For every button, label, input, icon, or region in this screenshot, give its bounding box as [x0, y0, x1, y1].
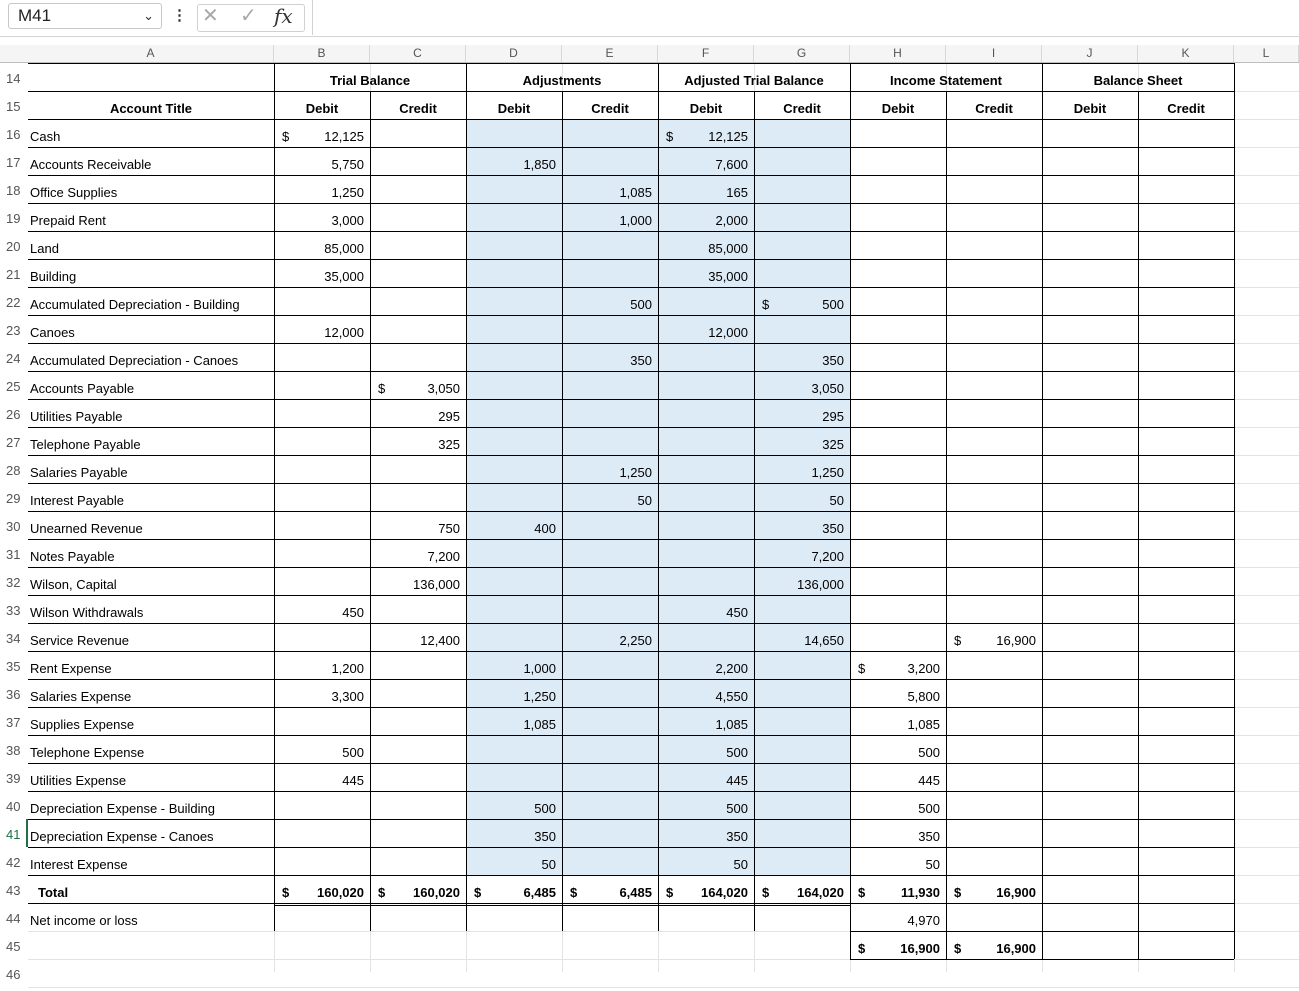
border	[850, 959, 1234, 960]
amount-cell[interactable]: 350	[822, 353, 844, 368]
amount-cell[interactable]: 50	[733, 857, 748, 872]
currency-symbol: $	[666, 885, 674, 900]
amount-cell[interactable]: 350	[726, 829, 748, 844]
row-header-46[interactable]: 46	[6, 967, 21, 982]
amount-cell[interactable]: 500	[534, 801, 556, 816]
group-header-adjustments: Adjustments	[522, 73, 602, 88]
currency-symbol: $	[282, 129, 290, 144]
account-title-cell[interactable]: Utilities Expense	[30, 773, 127, 788]
currency-symbol: $	[570, 885, 578, 900]
amount-cell[interactable]: 5,750	[331, 157, 364, 172]
header-credit: Credit	[591, 101, 629, 116]
currency-symbol: $	[954, 885, 962, 900]
header-credit: Credit	[975, 101, 1013, 116]
account-title-cell[interactable]: Supplies Expense	[30, 717, 135, 732]
row-header-37[interactable]: 37	[6, 715, 21, 730]
amount-cell[interactable]: 50	[829, 493, 844, 508]
border	[1138, 91, 1139, 931]
account-title-cell[interactable]: Accounts Receivable	[30, 157, 152, 172]
amount-cell[interactable]: 2,200	[715, 661, 748, 676]
header-debit: Debit	[689, 101, 723, 116]
column-header-d[interactable]: D	[466, 45, 562, 62]
amount-cell[interactable]: 1,200	[331, 661, 364, 676]
amount-cell[interactable]: 1,850	[523, 157, 556, 172]
border	[946, 91, 947, 931]
amount-cell[interactable]: 7,200	[427, 549, 460, 564]
amount-cell[interactable]: 1,250	[331, 185, 364, 200]
row-header-27[interactable]: 27	[6, 435, 21, 450]
row-header-19[interactable]: 19	[6, 211, 21, 226]
header-debit: Debit	[497, 101, 531, 116]
amount-cell[interactable]: 750	[438, 521, 460, 536]
currency-symbol: $	[282, 885, 290, 900]
amount-cell[interactable]: 136,000	[413, 577, 460, 592]
amount-cell[interactable]: 445	[342, 773, 364, 788]
account-title-cell[interactable]: Building	[30, 269, 77, 284]
amount-cell[interactable]: 1,085	[715, 717, 748, 732]
amount-cell[interactable]: 12,000	[708, 325, 748, 340]
amount-cell[interactable]: 12,125	[324, 129, 364, 144]
amount-cell[interactable]: 500	[726, 801, 748, 816]
row-header-33[interactable]: 33	[6, 603, 21, 618]
account-title-cell[interactable]: Depreciation Expense - Building	[30, 801, 215, 816]
amount-cell[interactable]: 500	[918, 801, 940, 816]
amount-cell[interactable]: 7,600	[715, 157, 748, 172]
row-header-26[interactable]: 26	[6, 407, 21, 422]
amount-cell[interactable]: 2,250	[619, 633, 652, 648]
account-title-cell[interactable]: Salaries Expense	[30, 689, 132, 704]
column-header-e[interactable]: E	[562, 45, 658, 62]
column-header-l[interactable]: L	[1234, 45, 1299, 62]
column-header-b[interactable]: B	[274, 45, 370, 62]
select-all-corner[interactable]	[0, 45, 29, 62]
column-header-a[interactable]: A	[28, 45, 274, 62]
net-income-label[interactable]: Net income or loss	[30, 913, 138, 928]
amount-cell[interactable]: 325	[822, 437, 844, 452]
row-header-25[interactable]: 25	[6, 379, 21, 394]
row-header-16[interactable]: 16	[6, 127, 21, 142]
amount-cell[interactable]: 3,000	[331, 213, 364, 228]
account-title-cell[interactable]: Service Revenue	[30, 633, 129, 648]
amount-cell[interactable]: 450	[342, 605, 364, 620]
currency-symbol: $	[474, 885, 482, 900]
amount-cell[interactable]: 400	[534, 521, 556, 536]
row-header-43[interactable]: 43	[6, 883, 21, 898]
currency-symbol: $	[954, 941, 962, 956]
row-header-32[interactable]: 32	[6, 575, 21, 590]
name-box-value: M41	[18, 6, 52, 25]
amount-cell[interactable]: 165	[726, 185, 748, 200]
group-header-income-statement: Income Statement	[890, 73, 1002, 88]
currency-symbol: $	[762, 885, 770, 900]
row-header-14[interactable]: 14	[6, 71, 21, 86]
amount-cell[interactable]: 2,000	[715, 213, 748, 228]
amount-cell[interactable]: 350	[630, 353, 652, 368]
amount-cell[interactable]: 35,000	[324, 269, 364, 284]
amount-cell[interactable]: 1,085	[907, 717, 940, 732]
currency-symbol: $	[762, 297, 770, 312]
amount-cell[interactable]: 85,000	[324, 241, 364, 256]
column-header-i[interactable]: I	[946, 45, 1042, 62]
gridline	[28, 987, 1299, 988]
spreadsheet-grid[interactable]	[0, 36, 1299, 982]
group-header-balance-sheet: Balance Sheet	[1093, 73, 1183, 88]
column-header-f[interactable]: F	[658, 45, 754, 62]
amount-cell[interactable]: 12,400	[420, 633, 460, 648]
total-label[interactable]: Total	[38, 885, 69, 900]
row-header-35[interactable]: 35	[6, 659, 21, 674]
amount-cell[interactable]: 1,000	[523, 661, 556, 676]
group-header-adjusted-trial-balance: Adjusted Trial Balance	[684, 73, 824, 88]
border	[1234, 63, 1235, 931]
account-title-cell[interactable]: Wilson, Capital	[30, 577, 117, 592]
amount-cell[interactable]: 50	[925, 857, 940, 872]
formula-input[interactable]	[312, 0, 1299, 35]
header-account-title: Account Title	[109, 101, 193, 116]
amount-cell[interactable]: 4,550	[715, 689, 748, 704]
account-title-cell[interactable]: Telephone Payable	[30, 437, 141, 452]
row-header-18[interactable]: 18	[6, 183, 21, 198]
total-amount-cell[interactable]: 6,485	[619, 885, 652, 900]
amount-cell[interactable]: 50	[637, 493, 652, 508]
row-header-34[interactable]: 34	[6, 631, 21, 646]
account-title-cell[interactable]: Accounts Payable	[30, 381, 135, 396]
amount-cell[interactable]: 295	[822, 409, 844, 424]
amount-cell[interactable]: 136,000	[797, 577, 844, 592]
account-title-cell[interactable]: Office Supplies	[30, 185, 118, 200]
currency-symbol: $	[378, 381, 386, 396]
header-debit: Debit	[881, 101, 915, 116]
amount-cell[interactable]: 350	[534, 829, 556, 844]
amount-cell[interactable]: 1,085	[619, 185, 652, 200]
account-title-cell[interactable]: Wilson Withdrawals	[30, 605, 144, 620]
currency-symbol: $	[666, 129, 674, 144]
account-title-cell[interactable]: Accumulated Depreciation - Canoes	[30, 353, 239, 368]
border	[1042, 931, 1043, 959]
account-title-cell[interactable]: Interest Expense	[30, 857, 128, 872]
header-credit: Credit	[1167, 101, 1205, 116]
amount-cell[interactable]: 500	[918, 745, 940, 760]
account-title-cell[interactable]: Interest Payable	[30, 493, 124, 508]
more-options-icon[interactable]: ⋮	[172, 7, 187, 24]
account-title-cell[interactable]: Unearned Revenue	[30, 521, 143, 536]
column-header-g[interactable]: G	[754, 45, 850, 62]
currency-symbol: $	[858, 661, 866, 676]
total-amount-cell[interactable]: 160,020	[317, 885, 364, 900]
amount-cell[interactable]: 5,800	[907, 689, 940, 704]
row-header-28[interactable]: 28	[6, 463, 21, 478]
amount-cell[interactable]: 325	[438, 437, 460, 452]
total-amount-cell[interactable]: 16,900	[996, 885, 1036, 900]
row-header-41[interactable]: 41	[0, 819, 28, 847]
row-header-30[interactable]: 30	[6, 519, 21, 534]
account-title-cell[interactable]: Rent Expense	[30, 661, 112, 676]
amount-cell[interactable]: 1,250	[619, 465, 652, 480]
account-title-cell[interactable]: Land	[30, 241, 59, 256]
amount-cell[interactable]: 500	[342, 745, 364, 760]
currency-symbol: $	[378, 885, 386, 900]
header-debit: Debit	[305, 101, 339, 116]
group-header-trial-balance: Trial Balance	[329, 73, 411, 88]
net-income-amount[interactable]: 4,970	[907, 913, 940, 928]
row-header-15[interactable]: 15	[6, 99, 21, 114]
amount-cell[interactable]: 3,050	[811, 381, 844, 396]
insert-function-icon[interactable]: fx	[274, 4, 293, 28]
account-title-cell[interactable]: Cash	[30, 129, 61, 144]
amount-cell[interactable]: 295	[438, 409, 460, 424]
account-title-cell[interactable]: Notes Payable	[30, 549, 115, 564]
total-amount-cell[interactable]: 6,485	[523, 885, 556, 900]
chevron-down-icon[interactable]: ⌄	[143, 8, 154, 23]
amount-cell[interactable]: 3,200	[907, 661, 940, 676]
amount-cell[interactable]: 14,650	[804, 633, 844, 648]
border	[1138, 931, 1139, 959]
cancel-icon[interactable]: ✕	[202, 5, 219, 27]
enter-icon[interactable]: ✓	[240, 5, 257, 27]
header-credit: Credit	[783, 101, 821, 116]
amount-cell[interactable]: 1,085	[523, 717, 556, 732]
amount-cell[interactable]: 445	[726, 773, 748, 788]
amount-cell[interactable]: 445	[918, 773, 940, 788]
border	[1234, 931, 1235, 959]
amount-cell[interactable]: 12,125	[708, 129, 748, 144]
column-header-j[interactable]: J	[1042, 45, 1138, 62]
account-title-cell[interactable]: Utilities Payable	[30, 409, 123, 424]
formula-bar	[0, 0, 1299, 37]
amount-cell[interactable]: 12,000	[324, 325, 364, 340]
amount-cell[interactable]: 3,050	[427, 381, 460, 396]
final-is-credit[interactable]: 16,900	[996, 941, 1036, 956]
total-amount-cell[interactable]: 160,020	[413, 885, 460, 900]
amount-cell[interactable]: 500	[630, 297, 652, 312]
row-header-40[interactable]: 40	[6, 799, 21, 814]
column-header-k[interactable]: K	[1138, 45, 1234, 62]
row-header-36[interactable]: 36	[6, 687, 21, 702]
total-amount-cell[interactable]: 164,020	[701, 885, 748, 900]
amount-cell[interactable]: 450	[726, 605, 748, 620]
row-header-23[interactable]: 23	[6, 323, 21, 338]
row-header-44[interactable]: 44	[6, 911, 21, 926]
amount-cell[interactable]: 3,300	[331, 689, 364, 704]
currency-symbol: $	[858, 941, 866, 956]
account-title-cell[interactable]: Telephone Expense	[30, 745, 145, 760]
row-header-39[interactable]: 39	[6, 771, 21, 786]
row-header-22[interactable]: 22	[6, 295, 21, 310]
row-header-45[interactable]: 45	[6, 939, 21, 954]
row-header-29[interactable]: 29	[6, 491, 21, 506]
currency-symbol: $	[954, 633, 962, 648]
amount-cell[interactable]: 35,000	[708, 269, 748, 284]
amount-cell[interactable]: 1,250	[523, 689, 556, 704]
amount-cell[interactable]: 500	[822, 297, 844, 312]
amount-cell[interactable]: 1,250	[811, 465, 844, 480]
header-credit: Credit	[399, 101, 437, 116]
amount-cell[interactable]: 350	[822, 521, 844, 536]
row-header-31[interactable]: 31	[6, 547, 21, 562]
amount-cell[interactable]: 50	[541, 857, 556, 872]
final-is-debit[interactable]: 16,900	[900, 941, 940, 956]
amount-cell[interactable]: 85,000	[708, 241, 748, 256]
row-header-42[interactable]: 42	[6, 855, 21, 870]
row-header-21[interactable]: 21	[6, 267, 21, 282]
column-header-c[interactable]: C	[370, 45, 466, 62]
amount-cell[interactable]: 350	[918, 829, 940, 844]
row-header-24[interactable]: 24	[6, 351, 21, 366]
account-title-cell[interactable]: Prepaid Rent	[30, 213, 106, 228]
amount-cell[interactable]: 500	[726, 745, 748, 760]
header-debit: Debit	[1073, 101, 1107, 116]
currency-symbol: $	[858, 885, 866, 900]
row-header-38[interactable]: 38	[6, 743, 21, 758]
row-header-20[interactable]: 20	[6, 239, 21, 254]
amount-cell[interactable]: 16,900	[996, 633, 1036, 648]
account-title-cell[interactable]: Canoes	[30, 325, 75, 340]
amount-cell[interactable]: 7,200	[811, 549, 844, 564]
account-title-cell[interactable]: Depreciation Expense - Canoes	[30, 829, 214, 844]
account-title-cell[interactable]: Accumulated Depreciation - Building	[30, 297, 240, 312]
amount-cell[interactable]: 1,000	[619, 213, 652, 228]
column-header-h[interactable]: H	[850, 45, 946, 62]
row-header-17[interactable]: 17	[6, 155, 21, 170]
name-box[interactable]	[8, 3, 162, 29]
total-amount-cell[interactable]: 11,930	[900, 885, 940, 900]
border	[1042, 63, 1043, 931]
total-amount-cell[interactable]: 164,020	[797, 885, 844, 900]
account-title-cell[interactable]: Salaries Payable	[30, 465, 128, 480]
